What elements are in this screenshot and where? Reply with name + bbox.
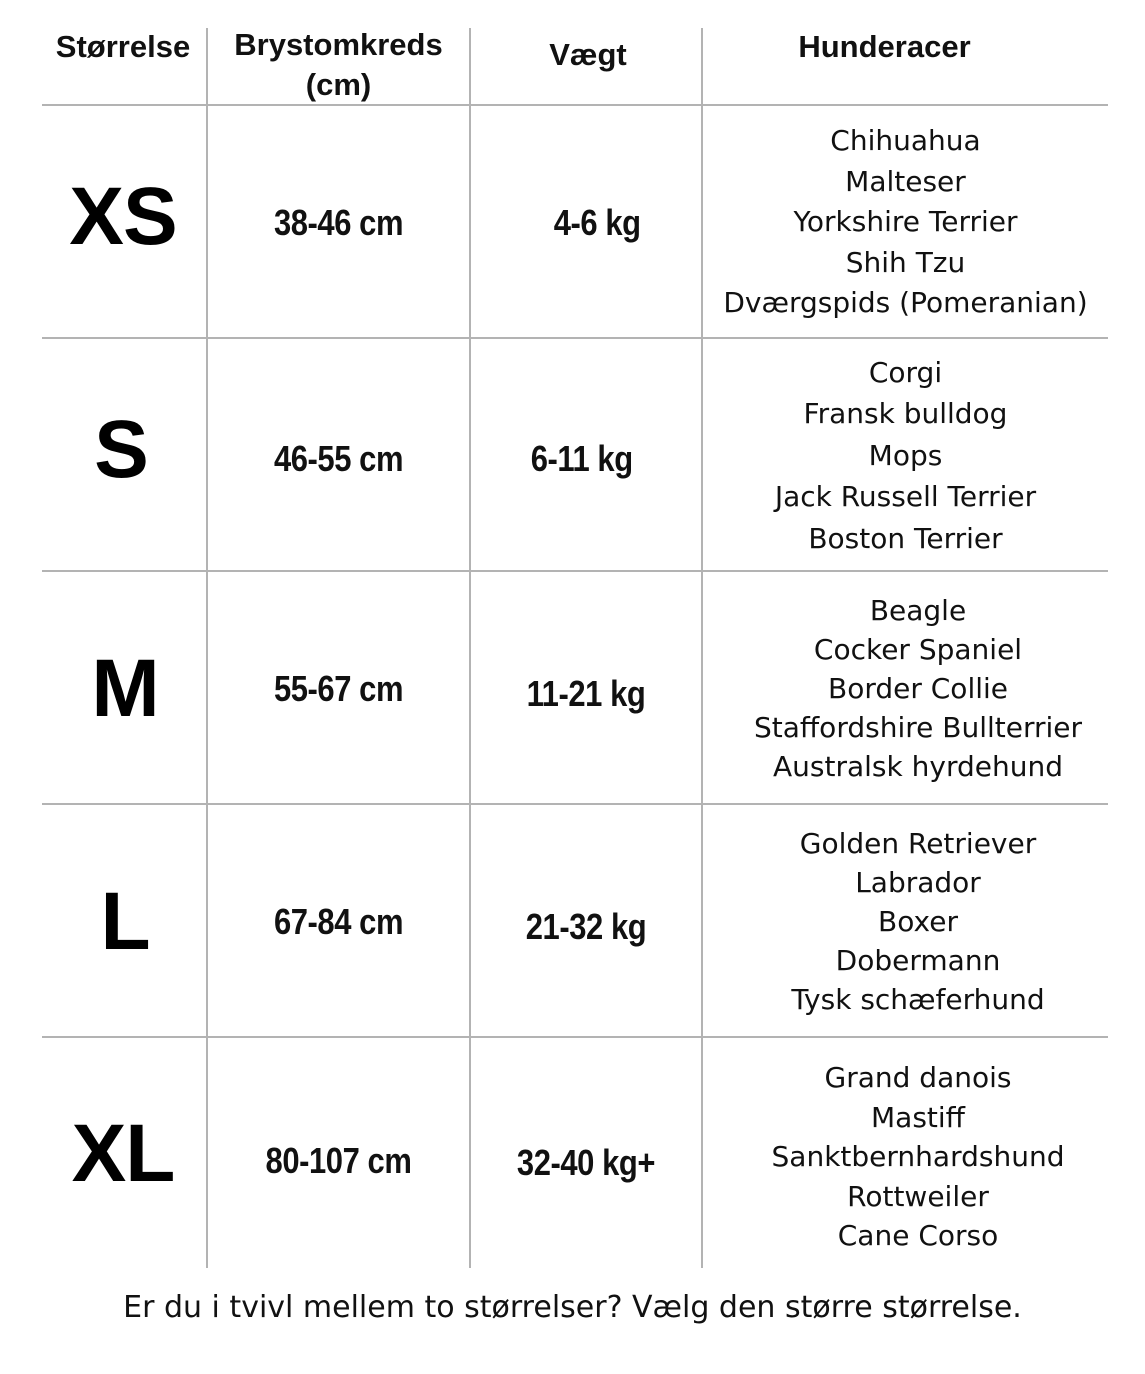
size-label: S	[94, 404, 148, 495]
breed-item: Dobermann	[835, 944, 1001, 977]
header-breeds	[703, 25, 1086, 69]
breed-item: Staffordshire Bullterrier	[753, 711, 1083, 744]
chest-range: 67-84 cm	[273, 900, 404, 942]
column-divider	[469, 28, 471, 1268]
breed-item: Shih Tzu	[845, 245, 966, 279]
weight-range: 6-11 kg	[530, 438, 633, 479]
breed-item: Corgi	[868, 355, 943, 389]
breed-item: Chihuahua	[830, 124, 981, 158]
breed-item: Boston Terrier	[808, 521, 1003, 555]
size-chart-table	[42, 25, 1108, 1270]
chest-range: 80-107 cm	[265, 1139, 412, 1181]
header-chest-label: Brystomkreds	[234, 27, 443, 62]
size-label: M	[91, 642, 159, 734]
breed-list	[703, 106, 1108, 339]
breed-item: Jack Russell Terrier	[774, 480, 1037, 514]
breed-item: Yorkshire Terrier	[793, 205, 1018, 239]
header-weight-label: Vægt	[549, 37, 627, 72]
breed-item: Fransk bulldog	[803, 397, 1008, 431]
breed-item: Boxer	[878, 905, 958, 938]
chest-range: 46-55 cm	[273, 438, 404, 479]
breed-item: Labrador	[855, 866, 981, 899]
header-size-label: Størrelse	[55, 29, 191, 64]
size-label: XL	[71, 1108, 175, 1199]
header-weight	[471, 33, 701, 77]
breed-list	[703, 339, 1108, 572]
breed-item: Mops	[868, 438, 943, 472]
breed-item: Cocker Spaniel	[813, 633, 1023, 666]
breed-item: Dværgspids (Pomeranian)	[723, 286, 1088, 320]
breed-list	[703, 805, 1133, 1038]
breed-list	[703, 1038, 1133, 1276]
header-size	[42, 25, 204, 69]
breed-list	[703, 572, 1133, 805]
header-chest	[208, 25, 469, 105]
breed-item: Border Collie	[827, 672, 1009, 705]
breed-item: Sanktbernhardshund	[771, 1140, 1065, 1174]
weight-range: 11-21 kg	[526, 672, 646, 714]
header-breeds-label: Hunderacer	[798, 29, 971, 64]
breed-item: Mastiff	[871, 1100, 965, 1134]
chest-range: 38-46 cm	[273, 201, 404, 243]
size-label: L	[100, 875, 150, 967]
header-chest-unit: (cm)	[305, 67, 372, 102]
breed-item: Golden Retriever	[799, 827, 1037, 860]
breed-item: Cane Corso	[837, 1219, 999, 1253]
breed-item: Australsk hyrdehund	[773, 750, 1063, 783]
chest-range: 55-67 cm	[273, 667, 404, 709]
breed-item: Tysk schæferhund	[791, 983, 1045, 1016]
breed-item: Beagle	[869, 594, 967, 627]
weight-range: 4-6 kg	[553, 201, 641, 243]
size-label: XS	[69, 171, 177, 262]
breed-item: Rottweiler	[847, 1179, 989, 1213]
breed-item: Malteser	[845, 164, 966, 198]
breed-item: Grand danois	[824, 1061, 1012, 1095]
footnote: Er du i tvivl mellem to størrelser? Vælg den større størrelse.	[123, 1290, 1022, 1325]
weight-range: 21-32 kg	[525, 905, 647, 947]
weight-range: 32-40 kg+	[516, 1141, 656, 1183]
